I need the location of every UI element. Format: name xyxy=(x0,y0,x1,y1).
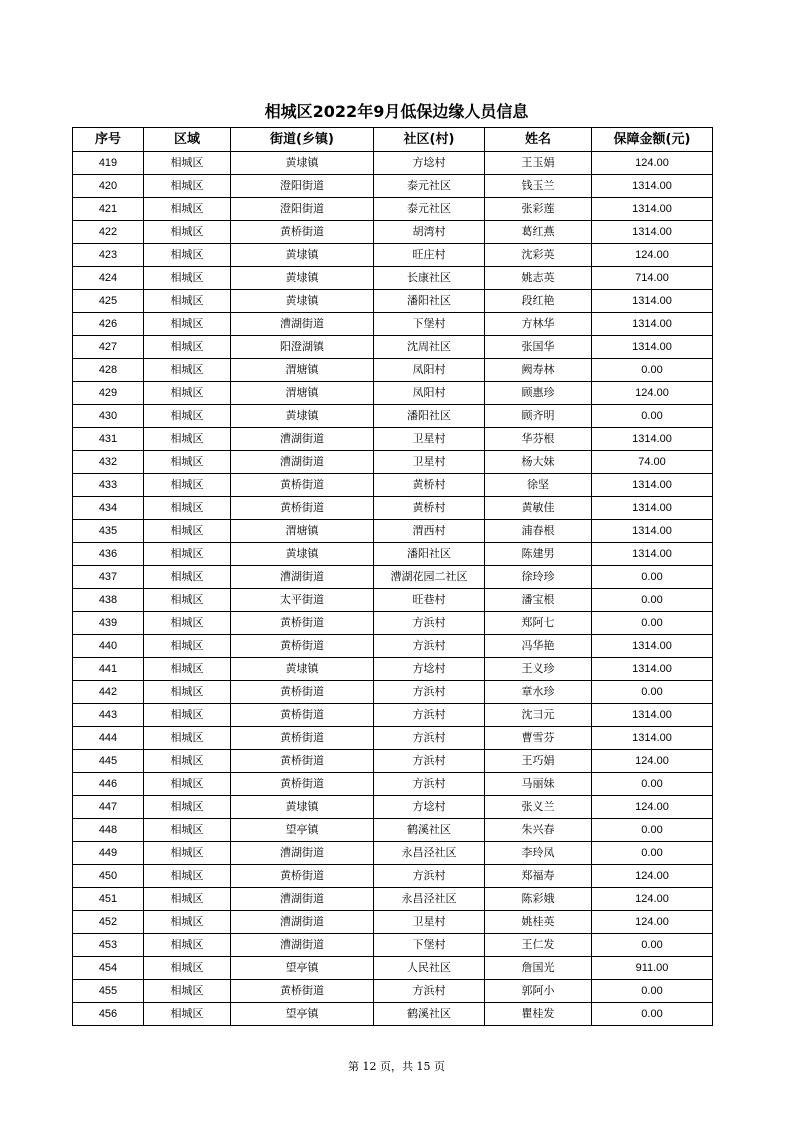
cell-amount: 1314.00 xyxy=(592,221,713,244)
cell-community: 方浜村 xyxy=(374,750,485,773)
cell-index: 424 xyxy=(73,267,144,290)
cell-street: 黄埭镇 xyxy=(231,244,374,267)
cell-amount: 1314.00 xyxy=(592,497,713,520)
cell-amount: 0.00 xyxy=(592,773,713,796)
cell-amount: 1314.00 xyxy=(592,704,713,727)
cell-index: 436 xyxy=(73,543,144,566)
cell-street: 黄桥街道 xyxy=(231,497,374,520)
cell-street: 黄桥街道 xyxy=(231,474,374,497)
cell-region: 相城区 xyxy=(144,520,231,543)
page-footer: 第 12 页，共 15 页 xyxy=(348,1060,445,1073)
cell-name: 阙寿林 xyxy=(485,359,592,382)
cell-street: 黄埭镇 xyxy=(231,543,374,566)
cell-region: 相城区 xyxy=(144,911,231,934)
cell-amount: 1314.00 xyxy=(592,198,713,221)
cell-street: 漕湖街道 xyxy=(231,313,374,336)
cell-name: 姚桂英 xyxy=(485,911,592,934)
cell-index: 450 xyxy=(73,865,144,888)
cell-community: 方埝村 xyxy=(374,152,485,175)
cell-name: 顾齐明 xyxy=(485,405,592,428)
cell-community: 漕湖花园二社区 xyxy=(374,566,485,589)
table-row xyxy=(73,382,713,405)
cell-community: 方浜村 xyxy=(374,980,485,1003)
cell-community: 潘阳社区 xyxy=(374,543,485,566)
cell-street: 黄埭镇 xyxy=(231,796,374,819)
cell-name: 华芬根 xyxy=(485,428,592,451)
table-row xyxy=(73,474,713,497)
table-row xyxy=(73,543,713,566)
cell-community: 方浜村 xyxy=(374,727,485,750)
table-row xyxy=(73,911,713,934)
cell-index: 444 xyxy=(73,727,144,750)
cell-street: 阳澄湖镇 xyxy=(231,336,374,359)
cell-amount: 124.00 xyxy=(592,796,713,819)
cell-region: 相城区 xyxy=(144,313,231,336)
cell-community: 下堡村 xyxy=(374,313,485,336)
table-row xyxy=(73,152,713,175)
cell-amount: 0.00 xyxy=(592,980,713,1003)
table-row xyxy=(73,313,713,336)
cell-community: 凤阳村 xyxy=(374,382,485,405)
cell-region: 相城区 xyxy=(144,497,231,520)
cell-street: 漕湖街道 xyxy=(231,842,374,865)
cell-index: 445 xyxy=(73,750,144,773)
column-header-region: 区域 xyxy=(144,128,231,152)
cell-amount: 124.00 xyxy=(592,888,713,911)
cell-index: 447 xyxy=(73,796,144,819)
table-row xyxy=(73,888,713,911)
cell-region: 相城区 xyxy=(144,451,231,474)
cell-index: 429 xyxy=(73,382,144,405)
cell-index: 432 xyxy=(73,451,144,474)
cell-amount: 124.00 xyxy=(592,911,713,934)
cell-amount: 1314.00 xyxy=(592,543,713,566)
cell-community: 方浜村 xyxy=(374,635,485,658)
cell-index: 439 xyxy=(73,612,144,635)
cell-name: 王义珍 xyxy=(485,658,592,681)
cell-street: 渭塘镇 xyxy=(231,382,374,405)
table-row xyxy=(73,681,713,704)
cell-region: 相城区 xyxy=(144,819,231,842)
cell-community: 沈周社区 xyxy=(374,336,485,359)
cell-name: 王仁发 xyxy=(485,934,592,957)
cell-index: 431 xyxy=(73,428,144,451)
cell-community: 下堡村 xyxy=(374,934,485,957)
cell-region: 相城区 xyxy=(144,658,231,681)
table-row xyxy=(73,980,713,1003)
cell-region: 相城区 xyxy=(144,957,231,980)
column-header-index: 序号 xyxy=(73,128,144,152)
roster-table xyxy=(72,127,713,1026)
cell-region: 相城区 xyxy=(144,704,231,727)
cell-community: 方浜村 xyxy=(374,773,485,796)
cell-index: 452 xyxy=(73,911,144,934)
table-row xyxy=(73,842,713,865)
cell-name: 葛红燕 xyxy=(485,221,592,244)
cell-street: 黄埭镇 xyxy=(231,658,374,681)
document-title: 相城区2022年9月低保边缘人员信息 xyxy=(264,102,529,121)
cell-community: 鹤溪社区 xyxy=(374,1003,485,1026)
cell-index: 426 xyxy=(73,313,144,336)
cell-region: 相城区 xyxy=(144,198,231,221)
cell-name: 郭阿小 xyxy=(485,980,592,1003)
cell-region: 相城区 xyxy=(144,359,231,382)
cell-index: 446 xyxy=(73,773,144,796)
cell-name: 王玉娟 xyxy=(485,152,592,175)
cell-region: 相城区 xyxy=(144,727,231,750)
cell-street: 澄阳街道 xyxy=(231,175,374,198)
cell-street: 渭塘镇 xyxy=(231,520,374,543)
cell-community: 鹤溪社区 xyxy=(374,819,485,842)
cell-community: 方浜村 xyxy=(374,865,485,888)
cell-amount: 714.00 xyxy=(592,267,713,290)
cell-street: 漕湖街道 xyxy=(231,911,374,934)
cell-amount: 1314.00 xyxy=(592,635,713,658)
cell-region: 相城区 xyxy=(144,1003,231,1026)
cell-region: 相城区 xyxy=(144,405,231,428)
cell-region: 相城区 xyxy=(144,934,231,957)
column-header-street: 街道(乡镇) xyxy=(231,128,374,152)
cell-community: 方浜村 xyxy=(374,612,485,635)
cell-amount: 0.00 xyxy=(592,589,713,612)
cell-community: 永昌泾社区 xyxy=(374,888,485,911)
cell-region: 相城区 xyxy=(144,336,231,359)
cell-name: 陈建男 xyxy=(485,543,592,566)
cell-street: 黄埭镇 xyxy=(231,267,374,290)
cell-community: 方浜村 xyxy=(374,681,485,704)
cell-street: 黄桥街道 xyxy=(231,980,374,1003)
cell-street: 黄桥街道 xyxy=(231,221,374,244)
cell-region: 相城区 xyxy=(144,290,231,313)
table-row xyxy=(73,336,713,359)
table-row xyxy=(73,359,713,382)
cell-region: 相城区 xyxy=(144,543,231,566)
cell-index: 422 xyxy=(73,221,144,244)
cell-region: 相城区 xyxy=(144,267,231,290)
cell-region: 相城区 xyxy=(144,773,231,796)
cell-region: 相城区 xyxy=(144,612,231,635)
cell-community: 旺巷村 xyxy=(374,589,485,612)
cell-street: 渭塘镇 xyxy=(231,359,374,382)
cell-community: 人民社区 xyxy=(374,957,485,980)
cell-name: 詹国光 xyxy=(485,957,592,980)
table-row xyxy=(73,773,713,796)
cell-index: 423 xyxy=(73,244,144,267)
table-row xyxy=(73,796,713,819)
cell-index: 440 xyxy=(73,635,144,658)
cell-index: 425 xyxy=(73,290,144,313)
cell-name: 沈彩英 xyxy=(485,244,592,267)
table-row xyxy=(73,198,713,221)
cell-amount: 124.00 xyxy=(592,244,713,267)
table-row xyxy=(73,727,713,750)
table-header-row xyxy=(73,128,713,152)
table-row xyxy=(73,520,713,543)
cell-name: 郑阿七 xyxy=(485,612,592,635)
cell-amount: 0.00 xyxy=(592,566,713,589)
cell-street: 黄埭镇 xyxy=(231,290,374,313)
cell-amount: 0.00 xyxy=(592,842,713,865)
cell-community: 永昌泾社区 xyxy=(374,842,485,865)
cell-amount: 124.00 xyxy=(592,750,713,773)
cell-region: 相城区 xyxy=(144,635,231,658)
cell-region: 相城区 xyxy=(144,888,231,911)
cell-community: 泰元社区 xyxy=(374,198,485,221)
cell-region: 相城区 xyxy=(144,221,231,244)
table-row xyxy=(73,589,713,612)
cell-name: 瞿桂发 xyxy=(485,1003,592,1026)
cell-region: 相城区 xyxy=(144,681,231,704)
cell-name: 马丽妹 xyxy=(485,773,592,796)
cell-amount: 0.00 xyxy=(592,681,713,704)
cell-street: 黄桥街道 xyxy=(231,635,374,658)
cell-index: 427 xyxy=(73,336,144,359)
cell-region: 相城区 xyxy=(144,244,231,267)
cell-street: 黄桥街道 xyxy=(231,750,374,773)
table-row xyxy=(73,428,713,451)
cell-community: 方浜村 xyxy=(374,704,485,727)
cell-amount: 124.00 xyxy=(592,152,713,175)
cell-region: 相城区 xyxy=(144,474,231,497)
cell-community: 卫星村 xyxy=(374,911,485,934)
cell-street: 漕湖街道 xyxy=(231,934,374,957)
cell-name: 方林华 xyxy=(485,313,592,336)
cell-street: 黄桥街道 xyxy=(231,773,374,796)
table-body xyxy=(73,152,713,1026)
cell-region: 相城区 xyxy=(144,152,231,175)
cell-name: 李玲凤 xyxy=(485,842,592,865)
cell-community: 卫星村 xyxy=(374,428,485,451)
table-row xyxy=(73,497,713,520)
cell-community: 旺庄村 xyxy=(374,244,485,267)
cell-index: 449 xyxy=(73,842,144,865)
cell-community: 方埝村 xyxy=(374,658,485,681)
cell-index: 448 xyxy=(73,819,144,842)
cell-index: 419 xyxy=(73,152,144,175)
table-row xyxy=(73,244,713,267)
cell-name: 浦春根 xyxy=(485,520,592,543)
cell-community: 潘阳社区 xyxy=(374,290,485,313)
cell-name: 徐坚 xyxy=(485,474,592,497)
cell-street: 黄桥街道 xyxy=(231,704,374,727)
cell-street: 黄埭镇 xyxy=(231,405,374,428)
cell-index: 433 xyxy=(73,474,144,497)
cell-index: 455 xyxy=(73,980,144,1003)
cell-amount: 0.00 xyxy=(592,612,713,635)
table-row xyxy=(73,658,713,681)
cell-community: 黄桥村 xyxy=(374,497,485,520)
cell-street: 漕湖街道 xyxy=(231,451,374,474)
cell-name: 张国华 xyxy=(485,336,592,359)
cell-name: 陈彩娥 xyxy=(485,888,592,911)
cell-region: 相城区 xyxy=(144,175,231,198)
cell-amount: 124.00 xyxy=(592,865,713,888)
cell-name: 潘宝根 xyxy=(485,589,592,612)
cell-amount: 1314.00 xyxy=(592,727,713,750)
cell-amount: 1314.00 xyxy=(592,175,713,198)
cell-amount: 0.00 xyxy=(592,934,713,957)
cell-street: 漕湖街道 xyxy=(231,428,374,451)
cell-name: 张彩莲 xyxy=(485,198,592,221)
table-row xyxy=(73,267,713,290)
cell-name: 徐玲珍 xyxy=(485,566,592,589)
cell-community: 胡湾村 xyxy=(374,221,485,244)
cell-region: 相城区 xyxy=(144,589,231,612)
cell-name: 郑福寿 xyxy=(485,865,592,888)
cell-amount: 0.00 xyxy=(592,359,713,382)
cell-name: 黄敏佳 xyxy=(485,497,592,520)
cell-amount: 1314.00 xyxy=(592,313,713,336)
cell-index: 451 xyxy=(73,888,144,911)
table-row xyxy=(73,451,713,474)
table-row xyxy=(73,957,713,980)
cell-index: 428 xyxy=(73,359,144,382)
cell-community: 方埝村 xyxy=(374,796,485,819)
table-row xyxy=(73,865,713,888)
cell-index: 453 xyxy=(73,934,144,957)
cell-amount: 0.00 xyxy=(592,819,713,842)
cell-community: 泰元社区 xyxy=(374,175,485,198)
table-row xyxy=(73,405,713,428)
cell-amount: 0.00 xyxy=(592,405,713,428)
cell-name: 沈彐元 xyxy=(485,704,592,727)
cell-amount: 1314.00 xyxy=(592,658,713,681)
cell-community: 潘阳社区 xyxy=(374,405,485,428)
cell-name: 杨大妹 xyxy=(485,451,592,474)
cell-name: 曹雪芬 xyxy=(485,727,592,750)
cell-region: 相城区 xyxy=(144,382,231,405)
cell-index: 434 xyxy=(73,497,144,520)
table-row xyxy=(73,704,713,727)
cell-amount: 1314.00 xyxy=(592,336,713,359)
cell-street: 望亭镇 xyxy=(231,1003,374,1026)
cell-amount: 1314.00 xyxy=(592,474,713,497)
cell-amount: 74.00 xyxy=(592,451,713,474)
column-header-name: 姓名 xyxy=(485,128,592,152)
table-row xyxy=(73,819,713,842)
column-header-community: 社区(村) xyxy=(374,128,485,152)
cell-community: 长康社区 xyxy=(374,267,485,290)
cell-street: 黄桥街道 xyxy=(231,612,374,635)
cell-street: 漕湖街道 xyxy=(231,888,374,911)
cell-street: 澄阳街道 xyxy=(231,198,374,221)
cell-name: 冯华艳 xyxy=(485,635,592,658)
cell-index: 442 xyxy=(73,681,144,704)
cell-community: 渭西村 xyxy=(374,520,485,543)
cell-name: 朱兴春 xyxy=(485,819,592,842)
cell-region: 相城区 xyxy=(144,796,231,819)
cell-index: 443 xyxy=(73,704,144,727)
cell-community: 黄桥村 xyxy=(374,474,485,497)
table-row xyxy=(73,934,713,957)
table-row xyxy=(73,566,713,589)
column-header-amount: 保障金额(元) xyxy=(592,128,713,152)
table-row xyxy=(73,750,713,773)
cell-name: 钱玉兰 xyxy=(485,175,592,198)
cell-street: 望亭镇 xyxy=(231,819,374,842)
cell-index: 454 xyxy=(73,957,144,980)
cell-index: 438 xyxy=(73,589,144,612)
cell-amount: 0.00 xyxy=(592,1003,713,1026)
cell-index: 421 xyxy=(73,198,144,221)
cell-street: 望亭镇 xyxy=(231,957,374,980)
cell-community: 凤阳村 xyxy=(374,359,485,382)
cell-amount: 124.00 xyxy=(592,382,713,405)
cell-region: 相城区 xyxy=(144,980,231,1003)
cell-name: 章水珍 xyxy=(485,681,592,704)
cell-amount: 1314.00 xyxy=(592,290,713,313)
cell-name: 张义兰 xyxy=(485,796,592,819)
table-row xyxy=(73,290,713,313)
cell-index: 437 xyxy=(73,566,144,589)
cell-name: 顾惠珍 xyxy=(485,382,592,405)
cell-amount: 1314.00 xyxy=(592,520,713,543)
cell-street: 黄桥街道 xyxy=(231,865,374,888)
cell-index: 456 xyxy=(73,1003,144,1026)
cell-community: 卫星村 xyxy=(374,451,485,474)
cell-name: 姚志英 xyxy=(485,267,592,290)
cell-name: 段红艳 xyxy=(485,290,592,313)
cell-street: 黄桥街道 xyxy=(231,727,374,750)
cell-street: 黄埭镇 xyxy=(231,152,374,175)
cell-index: 430 xyxy=(73,405,144,428)
cell-region: 相城区 xyxy=(144,750,231,773)
cell-amount: 911.00 xyxy=(592,957,713,980)
cell-region: 相城区 xyxy=(144,842,231,865)
cell-street: 黄桥街道 xyxy=(231,681,374,704)
cell-street: 太平街道 xyxy=(231,589,374,612)
cell-name: 王巧娟 xyxy=(485,750,592,773)
table-row xyxy=(73,612,713,635)
cell-region: 相城区 xyxy=(144,865,231,888)
cell-amount: 1314.00 xyxy=(592,428,713,451)
table-row xyxy=(73,221,713,244)
cell-street: 漕湖街道 xyxy=(231,566,374,589)
cell-index: 441 xyxy=(73,658,144,681)
table-row xyxy=(73,635,713,658)
cell-region: 相城区 xyxy=(144,566,231,589)
cell-index: 420 xyxy=(73,175,144,198)
cell-index: 435 xyxy=(73,520,144,543)
table-row xyxy=(73,1003,713,1026)
cell-region: 相城区 xyxy=(144,428,231,451)
table-row xyxy=(73,175,713,198)
